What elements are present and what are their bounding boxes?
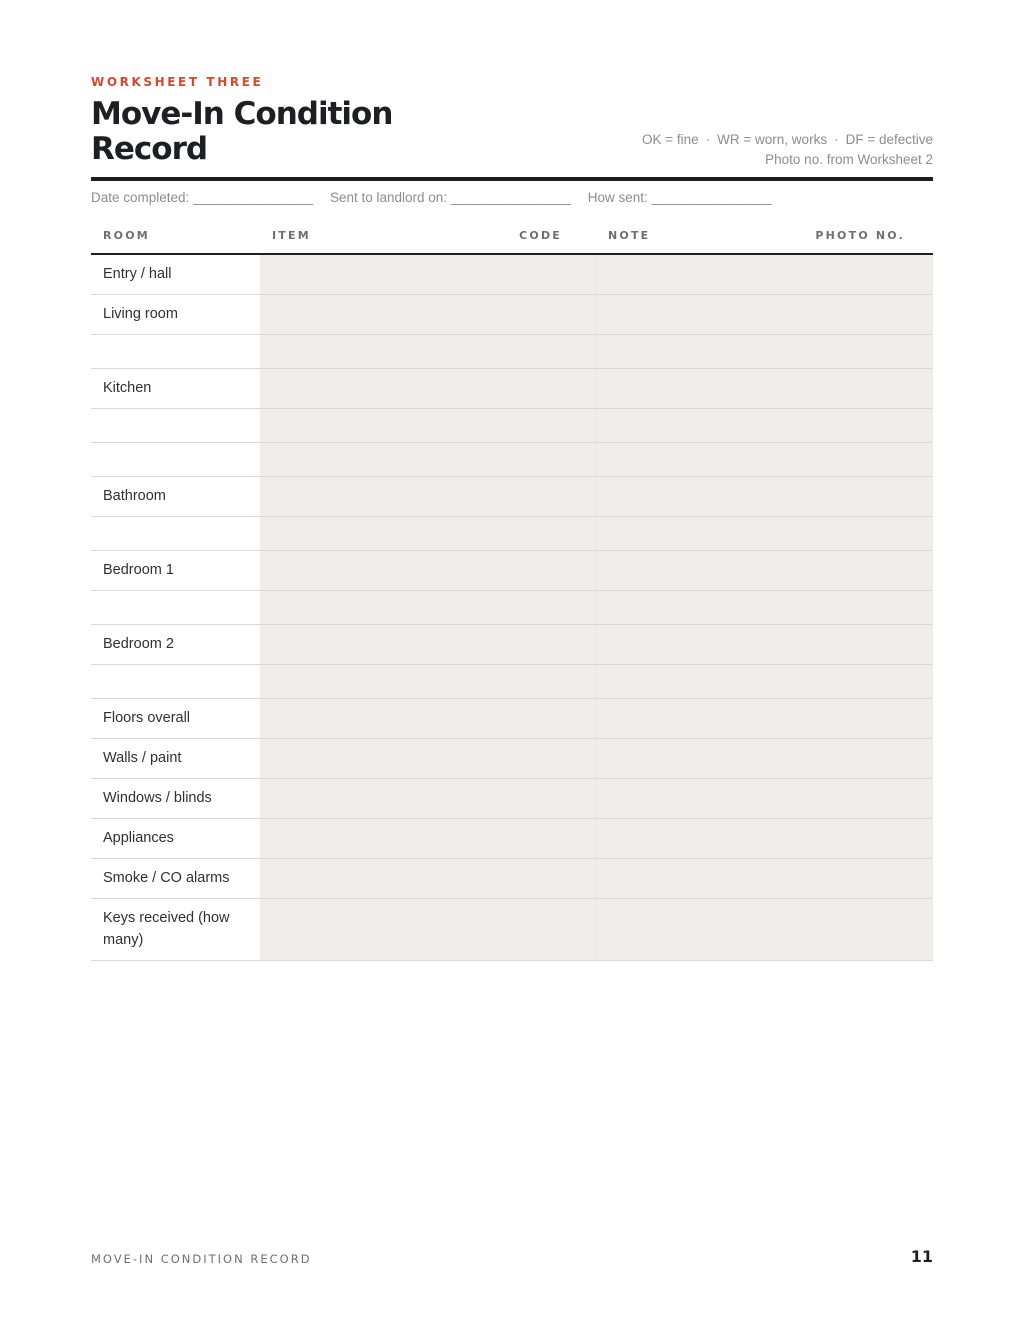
item-code-entry-cell[interactable] (260, 818, 596, 858)
item-code-entry-cell[interactable] (260, 898, 596, 960)
how-sent-field[interactable] (588, 190, 772, 205)
item-code-entry-cell[interactable] (260, 476, 596, 516)
room-cell: Windows / blinds (91, 778, 260, 818)
item-code-entry-cell[interactable] (260, 778, 596, 818)
note-photo-entry-cell[interactable] (596, 898, 933, 960)
note-photo-entry-cell[interactable] (596, 408, 933, 442)
table-row (91, 624, 933, 664)
note-photo-entry-cell[interactable] (596, 334, 933, 368)
table-row (91, 442, 933, 476)
legend-ok: OK = fine (642, 132, 699, 147)
room-cell: Floors overall (91, 698, 260, 738)
page-title: Move-In Condition Record (91, 96, 393, 167)
note-photo-entry-cell[interactable] (596, 442, 933, 476)
room-cell: Entry / hall (91, 254, 260, 294)
room-cell: Living room (91, 294, 260, 334)
item-code-entry-cell[interactable] (260, 442, 596, 476)
legend-photo-note: Photo no. from Worksheet 2 (765, 152, 933, 167)
item-code-entry-cell[interactable] (260, 254, 596, 294)
note-photo-entry-cell[interactable] (596, 738, 933, 778)
column-header-item: ITEM (260, 218, 428, 254)
room-cell (91, 334, 260, 368)
room-cell: Bathroom (91, 476, 260, 516)
table-row (91, 254, 933, 294)
code-legend-line (642, 130, 933, 150)
room-cell: Walls / paint (91, 738, 260, 778)
table-row (91, 368, 933, 408)
item-code-entry-cell[interactable] (260, 408, 596, 442)
room-cell: Bedroom 1 (91, 550, 260, 590)
item-code-entry-cell[interactable] (260, 516, 596, 550)
table-row (91, 408, 933, 442)
item-code-entry-cell[interactable] (260, 550, 596, 590)
meta-line (91, 190, 933, 205)
sent-to-landlord-label: Sent to landlord on: (329, 190, 448, 205)
table-row (91, 590, 933, 624)
table-row (91, 698, 933, 738)
note-photo-entry-cell[interactable] (596, 818, 933, 858)
item-code-entry-cell[interactable] (260, 738, 596, 778)
page-number: 11 (910, 1247, 933, 1266)
worksheet-eyebrow: WORKSHEET THREE (91, 75, 264, 89)
column-header-code: CODE (428, 218, 596, 254)
table-row (91, 476, 933, 516)
legend-separator: · (705, 132, 711, 147)
item-code-entry-cell[interactable] (260, 858, 596, 898)
note-photo-entry-cell[interactable] (596, 550, 933, 590)
note-photo-entry-cell[interactable] (596, 664, 933, 698)
column-header-photo-no: PHOTO NO. (764, 218, 933, 254)
legend-separator: · (834, 132, 839, 147)
table-row (91, 738, 933, 778)
note-photo-entry-cell[interactable] (596, 698, 933, 738)
item-code-entry-cell[interactable] (260, 698, 596, 738)
room-cell: Bedroom 2 (91, 624, 260, 664)
table-row (91, 858, 933, 898)
table-row (91, 294, 933, 334)
note-photo-entry-cell[interactable] (596, 254, 933, 294)
legend-wr: WR = worn, works (717, 132, 828, 147)
table-body (91, 254, 933, 960)
sent-to-landlord-field[interactable] (330, 190, 571, 205)
room-cell: Keys received (how many) (91, 898, 260, 960)
item-code-entry-cell[interactable] (260, 664, 596, 698)
item-code-entry-cell[interactable] (260, 368, 596, 408)
item-code-entry-cell[interactable] (260, 294, 596, 334)
note-photo-entry-cell[interactable] (596, 624, 933, 664)
table-row (91, 898, 933, 960)
sent-to-landlord-blank[interactable]: ________________ (450, 190, 571, 205)
table-row (91, 516, 933, 550)
date-completed-blank[interactable]: ________________ (193, 190, 314, 205)
item-code-entry-cell[interactable] (260, 590, 596, 624)
room-cell (91, 408, 260, 442)
room-cell (91, 442, 260, 476)
room-cell: Kitchen (91, 368, 260, 408)
legend-df: DF = defective (845, 132, 933, 147)
table-header-row (91, 218, 933, 254)
room-cell (91, 590, 260, 624)
footer-running-title: MOVE-IN CONDITION RECORD (91, 1252, 312, 1266)
note-photo-entry-cell[interactable] (596, 368, 933, 408)
room-cell: Smoke / CO alarms (91, 858, 260, 898)
room-cell: Appliances (91, 818, 260, 858)
date-completed-label: Date completed: (91, 190, 190, 205)
column-header-note: NOTE (596, 218, 764, 254)
how-sent-label: How sent: (587, 190, 648, 205)
date-completed-field[interactable] (91, 190, 313, 205)
code-legend (642, 130, 933, 170)
item-code-entry-cell[interactable] (260, 334, 596, 368)
how-sent-blank[interactable]: ________________ (651, 190, 772, 205)
table-row (91, 778, 933, 818)
table-row (91, 664, 933, 698)
header-rule (91, 177, 933, 181)
table-row (91, 550, 933, 590)
note-photo-entry-cell[interactable] (596, 858, 933, 898)
column-header-room: ROOM (91, 218, 260, 254)
table-row (91, 818, 933, 858)
note-photo-entry-cell[interactable] (596, 516, 933, 550)
room-cell (91, 516, 260, 550)
condition-table (91, 218, 933, 961)
note-photo-entry-cell[interactable] (596, 778, 933, 818)
note-photo-entry-cell[interactable] (596, 476, 933, 516)
room-cell (91, 664, 260, 698)
note-photo-entry-cell[interactable] (596, 590, 933, 624)
item-code-entry-cell[interactable] (260, 624, 596, 664)
note-photo-entry-cell[interactable] (596, 294, 933, 334)
table-row (91, 334, 933, 368)
